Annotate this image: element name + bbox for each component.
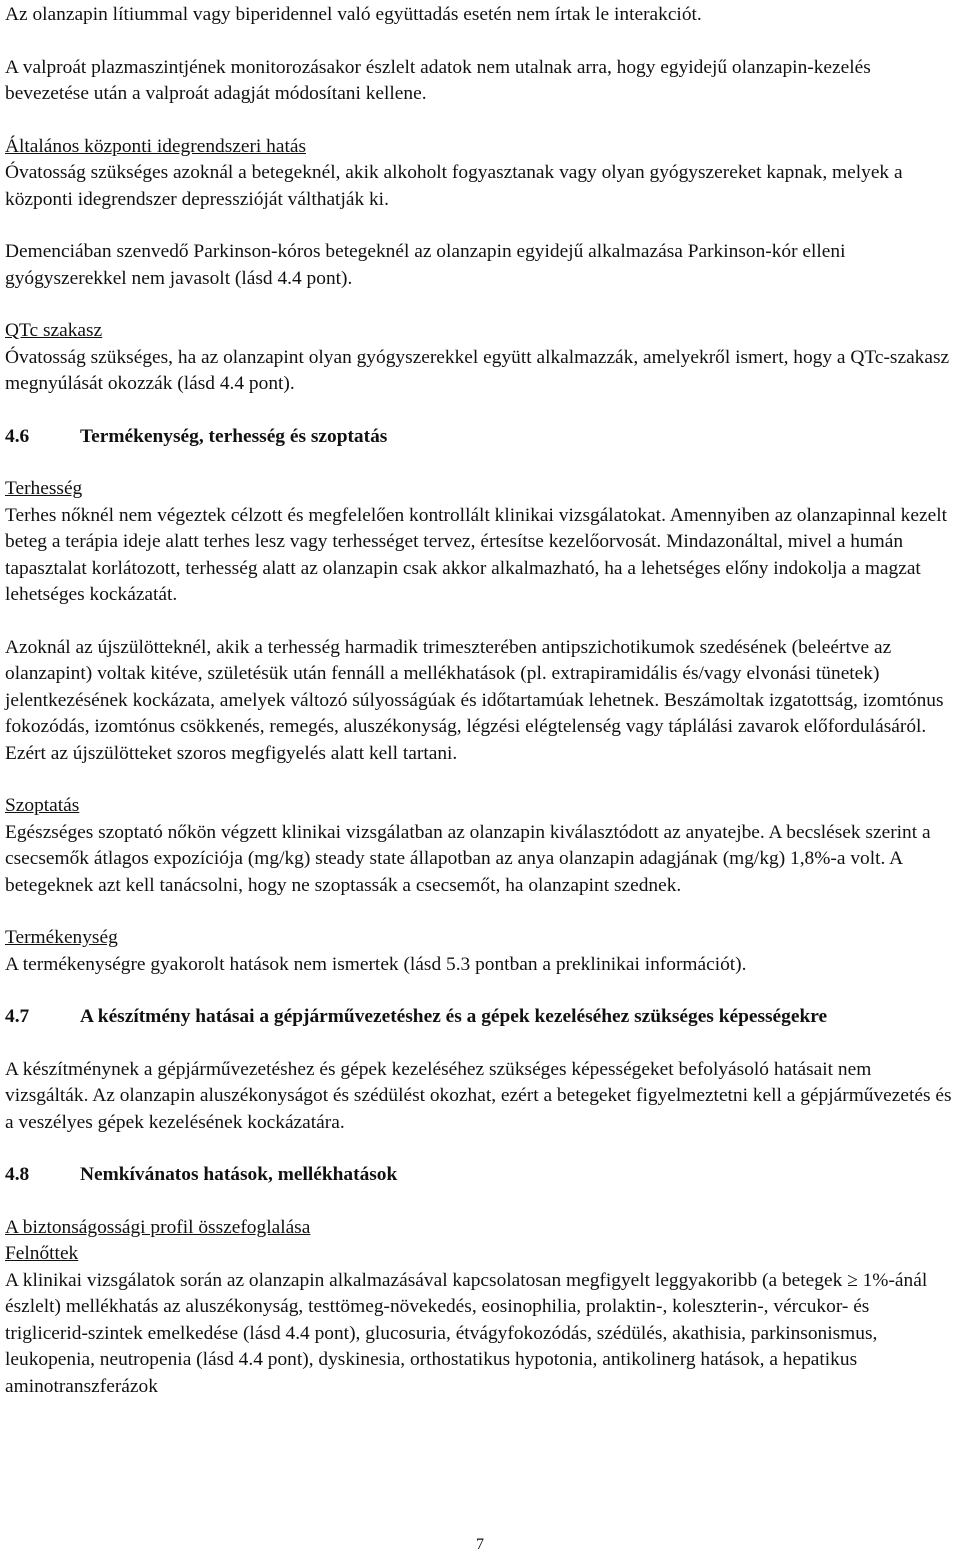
breastfeeding-paragraph: Egészséges szoptató nőkön végzett klinikai vizsgálatban az olanzapin kiválasztódott az anyatejbe. A becslések szerint a csecsemők átlagos expozíciója (mg/kg) steady state állapotban az anya olanzapin adagjának (mg/kg) 1,8%-a volt. A betegeknek azt kell tanácsolni, hogy ne szoptassák a csecsemőt, ha olanzapint szednek. [5, 821, 931, 896]
section-4-7-heading [5, 1004, 955, 1031]
section-number: 4.6 [5, 425, 30, 447]
page-number: 7 [476, 1536, 484, 1553]
document-page [5, 2, 955, 1400]
newborn-paragraph: Azoknál az újszülötteknél, akik a terhesség harmadik trimeszterében antipszichotikumok szedésének (beleértve az olanzapint) voltak kitéve, születésük után fennáll a mellékhatások (pl. extrapiramidális és/vagy elvonási tünetek) jelentkezésének kockázata, amelyek változó súlyosságúak és időtartamúak lehetnek. Beszámoltak izgatottság, izomtónus fokozódás, izomtónus csökkenés, remegés, aluszékonyság, légzési elégtelenség vagy táplálási zavarok előfordulásáról. Ezért az újszülötteket szoros megfigyelés alatt kell tartani. [5, 636, 944, 764]
cns-caution-paragraph: Óvatosság szükséges azoknál a betegeknél, akik alkoholt fogyasztanak vagy olyan gyógyszereket kapnak, melyek a központi idegrendszer depresszióját válthatják ki. [5, 162, 903, 210]
section-4-8-heading [5, 1162, 955, 1189]
pregnancy-subheading: Terhesség [5, 478, 83, 499]
valproate-paragraph: A valproát plazmaszintjének monitorozásakor észlelt adatok nem utalnak arra, hogy egyidejű olanzapin-kezelés bevezetése után a valproát adagját módosítani kellene. [5, 56, 871, 104]
section-number: 4.7 [5, 1006, 30, 1027]
fertility-subheading: Termékenység [5, 927, 118, 948]
pregnancy-paragraph: Terhes nőknél nem végeztek célzott és megfelelően kontrollált klinikai vizsgálatokat. Amennyiben az olanzapinnal kezelt beteg a terápia ideje alatt terhes lesz vagy terhességet tervez, értesítse kezelőorvosát. Mindazonáltal, mivel a humán tapasztalat korlátozott, terhesség alatt az olanzapin csak akkor alkalmazható, ha a lehetséges előny indokolja a magzat lehetséges kockázatát. [5, 504, 947, 605]
qtc-subheading: QTc szakasz [5, 320, 103, 341]
section-title: Nemkívánatos hatások, mellékhatások [80, 1164, 398, 1185]
section-title: A készítmény hatásai a gépjárművezetéshez és a gépek kezeléséhez szükséges képességekre [80, 1006, 828, 1027]
dementia-parkinson-paragraph: Demenciában szenvedő Parkinson-kóros betegeknél az olanzapin egyidejű alkalmazása Parkinson-kór elleni gyógyszerekkel nem javasolt (lásd 4.4 pont). [5, 241, 846, 289]
section-4-6-heading [5, 424, 955, 451]
section-number: 4.8 [5, 1164, 30, 1185]
section-title: Termékenység, terhesség és szoptatás [80, 425, 388, 447]
adverse-effects-paragraph: A klinikai vizsgálatok során az olanzapin alkalmazásával kapcsolatosan megfigyelt leggyakoribb (a betegek ≥ 1%-ánál észlelt) mellékhatás az aluszékonyság, testtömeg-növekedés, eosinophilia, prolaktin-, koleszterin-, vércukor- és triglicerid-szintek emelkedése (lásd 4.4 pont), glucosuria, étvágyfokozódás, szédülés, akathisia, parkinsonismus, leukopenia, neutropenia (lásd 4.4 pont), dyskinesia, orthostatikus hypotonia, antikolinerg hatások, a hepatikus aminotranszferázok [5, 1269, 928, 1397]
interaction-lithium-paragraph: Az olanzapin lítiummal vagy biperidennel való együttadás esetén nem írtak le interakciót. [5, 4, 702, 25]
fertility-paragraph: A termékenységre gyakorolt hatások nem ismertek (lásd 5.3 pontban a preklinikai információt). [5, 953, 747, 975]
adults-subheading: Felnőttek [5, 1243, 79, 1264]
qtc-paragraph: Óvatosság szükséges, ha az olanzapint olyan gyógyszerekkel együtt alkalmazzák, amelyekről ismert, hogy a QTc-szakasz megnyúlását okozzák (lásd 4.4 pont). [5, 346, 950, 394]
breastfeeding-subheading: Szoptatás [5, 795, 80, 816]
driving-paragraph: A készítménynek a gépjárművezetéshez és gépek kezeléséhez szükséges képességeket befolyásoló hatásait nem vizsgálták. Az olanzapin aluszékonyságot és szédülést okozhat, ezért a betegeket figyelmeztetni kell a gépjárművezetés és a veszélyes gépek kezelésének kockázatára. [5, 1058, 952, 1133]
safety-profile-subheading: A biztonságossági profil összefoglalása [5, 1216, 311, 1238]
cns-effect-subheading: Általános központi idegrendszeri hatás [5, 135, 306, 157]
